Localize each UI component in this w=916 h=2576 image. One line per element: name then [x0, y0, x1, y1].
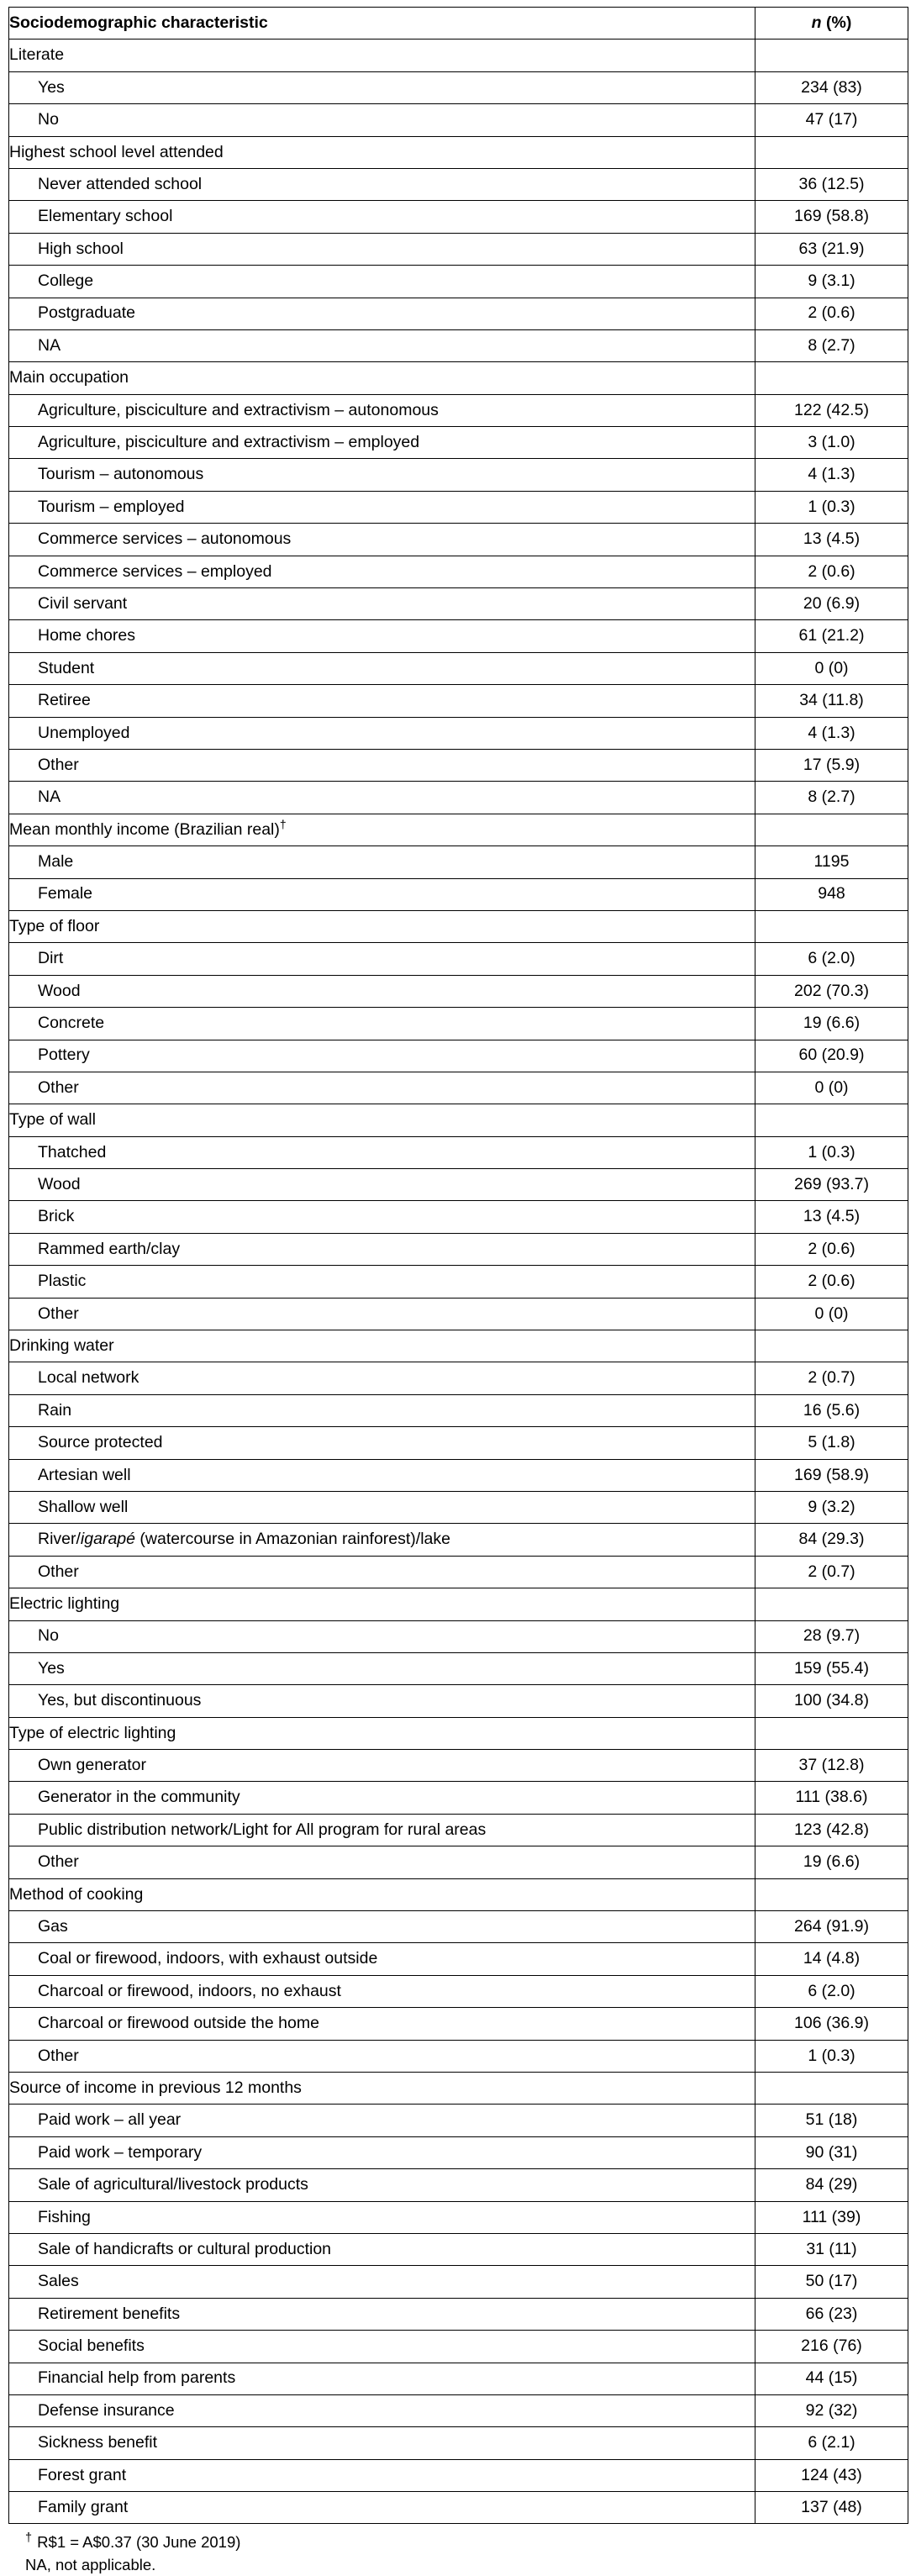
table-row	[9, 1427, 908, 1459]
row-item-label: Never attended school	[9, 168, 755, 200]
row-value	[755, 1588, 908, 1620]
row-value: 169 (58.9)	[755, 1459, 908, 1491]
row-value: 264 (91.9)	[755, 1911, 908, 1943]
row-item-label: Local network	[9, 1362, 755, 1394]
row-value: 3 (1.0)	[755, 427, 908, 459]
row-value: 31 (11)	[755, 2233, 908, 2265]
row-value: 2 (0.6)	[755, 298, 908, 329]
table-row	[9, 201, 908, 233]
row-group-label: Main occupation	[9, 362, 755, 394]
table-row	[9, 168, 908, 200]
row-value: 16 (5.6)	[755, 1394, 908, 1426]
row-item-label: Other	[9, 1846, 755, 1878]
row-value: 19 (6.6)	[755, 1846, 908, 1878]
table-row	[9, 2331, 908, 2363]
row-value: 92 (32)	[755, 2394, 908, 2426]
row-item-label: No	[9, 104, 755, 136]
table-row	[9, 71, 908, 103]
table-row	[9, 362, 908, 394]
column-header-n-symbol: n	[811, 13, 822, 32]
row-item-label: Agriculture, pisciculture and extractivism – autonomous	[9, 394, 755, 426]
table-row	[9, 588, 908, 620]
row-value: 5 (1.8)	[755, 1427, 908, 1459]
row-item-label: Gas	[9, 1911, 755, 1943]
row-value: 6 (2.0)	[755, 943, 908, 975]
row-group-label: Method of cooking	[9, 1878, 755, 1910]
row-value: 111 (38.6)	[755, 1782, 908, 1814]
row-item-label: Plastic	[9, 1266, 755, 1298]
row-item-label: Defense insurance	[9, 2394, 755, 2426]
table-row	[9, 1878, 908, 1910]
row-value: 13 (4.5)	[755, 524, 908, 556]
table-row	[9, 1717, 908, 1749]
row-value: 2 (0.7)	[755, 1362, 908, 1394]
row-item-label: Tourism – autonomous	[9, 459, 755, 491]
row-value: 137 (48)	[755, 2492, 908, 2524]
table-row	[9, 2169, 908, 2201]
row-value	[755, 1330, 908, 1362]
table-row	[9, 1652, 908, 1684]
table-row	[9, 1169, 908, 1201]
table-row	[9, 2105, 908, 2136]
row-value: 1 (0.3)	[755, 491, 908, 523]
row-group-label: Type of wall	[9, 1104, 755, 1136]
row-item-label: Brick	[9, 1201, 755, 1233]
footnote-marker: †	[25, 2531, 33, 2546]
table-row	[9, 975, 908, 1007]
row-item-label: Agriculture, pisciculture and extractivism – employed	[9, 427, 755, 459]
table-row	[9, 620, 908, 652]
table-row	[9, 685, 908, 717]
row-item-label: Forest grant	[9, 2459, 755, 2491]
row-item-label: Other	[9, 1556, 755, 1588]
row-value: 2 (0.6)	[755, 556, 908, 587]
row-value: 9 (3.2)	[755, 1491, 908, 1523]
row-item-label: Concrete	[9, 1008, 755, 1040]
row-item-label: Dirt	[9, 943, 755, 975]
table-row	[9, 1040, 908, 1072]
row-value: 0 (0)	[755, 652, 908, 684]
table-row	[9, 1491, 908, 1523]
row-group-label: Literate	[9, 40, 755, 71]
row-value	[755, 362, 908, 394]
table-row	[9, 1620, 908, 1652]
row-item-label: Source protected	[9, 1427, 755, 1459]
table-row	[9, 266, 908, 298]
table-row	[9, 943, 908, 975]
row-value: 50 (17)	[755, 2266, 908, 2298]
row-value: 6 (2.0)	[755, 1975, 908, 2007]
row-item-label: Artesian well	[9, 1459, 755, 1491]
row-value: 2 (0.6)	[755, 1233, 908, 1265]
row-item-label: Elementary school	[9, 201, 755, 233]
row-value: 269 (93.7)	[755, 1169, 908, 1201]
row-value: 1 (0.3)	[755, 2040, 908, 2072]
row-group-label: Type of floor	[9, 910, 755, 942]
row-item-label: Yes	[9, 1652, 755, 1684]
table-row	[9, 717, 908, 749]
row-item-label: Yes, but discontinuous	[9, 1685, 755, 1717]
table-row	[9, 2459, 908, 2491]
table-row	[9, 1685, 908, 1717]
table-row	[9, 1136, 908, 1168]
table-row	[9, 1394, 908, 1426]
row-item-label: Charcoal or firewood outside the home	[9, 2008, 755, 2040]
table-row	[9, 1782, 908, 1814]
row-value: 51 (18)	[755, 2105, 908, 2136]
column-header-percent-symbol: (%)	[821, 13, 852, 32]
row-value: 84 (29)	[755, 2169, 908, 2201]
row-value: 2 (0.6)	[755, 1266, 908, 1298]
row-value: 28 (9.7)	[755, 1620, 908, 1652]
row-item-label: NA	[9, 329, 755, 361]
row-item-label: Yes	[9, 71, 755, 103]
table-footnotes	[8, 2531, 908, 2576]
table-row	[9, 1104, 908, 1136]
row-value: 111 (39)	[755, 2201, 908, 2233]
table-row	[9, 1266, 908, 1298]
row-item-label: Commerce services – employed	[9, 556, 755, 587]
header-row	[9, 8, 908, 40]
footnote-line	[25, 2554, 908, 2576]
table-row	[9, 1201, 908, 1233]
row-value: 234 (83)	[755, 71, 908, 103]
row-group-label: Electric lighting	[9, 1588, 755, 1620]
table-row	[9, 1943, 908, 1975]
row-value: 100 (34.8)	[755, 1685, 908, 1717]
footnote-line	[25, 2531, 908, 2553]
table-row	[9, 104, 908, 136]
row-value: 13 (4.5)	[755, 1201, 908, 1233]
row-group-label: Type of electric lighting	[9, 1717, 755, 1749]
table-row	[9, 2363, 908, 2394]
row-item-label: Financial help from parents	[9, 2363, 755, 2394]
row-value	[755, 1717, 908, 1749]
row-value: 19 (6.6)	[755, 1008, 908, 1040]
row-value: 14 (4.8)	[755, 1943, 908, 1975]
row-item-label: Civil servant	[9, 588, 755, 620]
row-item-label	[9, 1524, 755, 1556]
row-value: 4 (1.3)	[755, 717, 908, 749]
row-group-label: Highest school level attended	[9, 136, 755, 168]
row-value: 84 (29.3)	[755, 1524, 908, 1556]
table-row	[9, 846, 908, 878]
row-item-label: Family grant	[9, 2492, 755, 2524]
table-row	[9, 524, 908, 556]
row-item-label: Retirement benefits	[9, 2298, 755, 2330]
table-row	[9, 910, 908, 942]
row-value: 63 (21.9)	[755, 233, 908, 265]
row-item-label: Coal or firewood, indoors, with exhaust outside	[9, 1943, 755, 1975]
table-header	[9, 8, 908, 40]
table-row	[9, 329, 908, 361]
table-row	[9, 427, 908, 459]
row-value: 124 (43)	[755, 2459, 908, 2491]
table-body	[9, 40, 908, 2524]
row-value: 122 (42.5)	[755, 394, 908, 426]
column-header-n-percent	[755, 8, 908, 40]
row-item-label: NA	[9, 782, 755, 814]
table-row	[9, 814, 908, 845]
table-row	[9, 2233, 908, 2265]
row-item-label: Public distribution network/Light for All program for rural areas	[9, 1814, 755, 1846]
row-value	[755, 1104, 908, 1136]
row-value	[755, 910, 908, 942]
table-row	[9, 1588, 908, 1620]
row-item-label: Own generator	[9, 1750, 755, 1782]
table-row	[9, 1814, 908, 1846]
row-item-label: Wood	[9, 975, 755, 1007]
row-value	[755, 2073, 908, 2105]
table-row	[9, 782, 908, 814]
table-row	[9, 40, 908, 71]
row-item-label: High school	[9, 233, 755, 265]
table-row	[9, 2136, 908, 2168]
table-row	[9, 2492, 908, 2524]
row-value: 1 (0.3)	[755, 1136, 908, 1168]
table-row	[9, 2040, 908, 2072]
row-item-label: Home chores	[9, 620, 755, 652]
row-value: 37 (12.8)	[755, 1750, 908, 1782]
row-item-label: Student	[9, 652, 755, 684]
table-row	[9, 1072, 908, 1104]
row-item-label: College	[9, 266, 755, 298]
row-value: 216 (76)	[755, 2331, 908, 2363]
row-item-label: Social benefits	[9, 2331, 755, 2363]
row-item-label: Postgraduate	[9, 298, 755, 329]
table-row	[9, 491, 908, 523]
table-row	[9, 1008, 908, 1040]
table-row	[9, 2266, 908, 2298]
column-header-characteristic: Sociodemographic characteristic	[9, 8, 755, 40]
row-value: 0 (0)	[755, 1072, 908, 1104]
table-row	[9, 652, 908, 684]
table-row	[9, 233, 908, 265]
row-item-label: Charcoal or firewood, indoors, no exhaust	[9, 1975, 755, 2007]
table-row	[9, 2298, 908, 2330]
row-value: 2 (0.7)	[755, 1556, 908, 1588]
row-item-label: Male	[9, 846, 755, 878]
row-value: 948	[755, 878, 908, 910]
row-value: 9 (3.1)	[755, 266, 908, 298]
table-row	[9, 1330, 908, 1362]
row-value	[755, 1878, 908, 1910]
row-group-label: Drinking water	[9, 1330, 755, 1362]
row-item-label: Rain	[9, 1394, 755, 1426]
row-item-label: Other	[9, 1298, 755, 1330]
row-value: 20 (6.9)	[755, 588, 908, 620]
row-item-label: Female	[9, 878, 755, 910]
table-row	[9, 136, 908, 168]
row-item-label: Tourism – employed	[9, 491, 755, 523]
row-value: 1195	[755, 846, 908, 878]
row-value: 8 (2.7)	[755, 329, 908, 361]
row-value: 66 (23)	[755, 2298, 908, 2330]
row-value: 47 (17)	[755, 104, 908, 136]
row-item-label: Sale of agricultural/livestock products	[9, 2169, 755, 2201]
row-item-label-pre: River/	[38, 1530, 81, 1549]
table-row	[9, 298, 908, 329]
row-value: 169 (58.8)	[755, 201, 908, 233]
row-item-label: Rammed earth/clay	[9, 1233, 755, 1265]
row-value: 61 (21.2)	[755, 620, 908, 652]
row-item-label: Shallow well	[9, 1491, 755, 1523]
row-item-label: Fishing	[9, 2201, 755, 2233]
row-value: 0 (0)	[755, 1298, 908, 1330]
row-item-label: Paid work – temporary	[9, 2136, 755, 2168]
row-item-label: Generator in the community	[9, 1782, 755, 1814]
row-value: 159 (55.4)	[755, 1652, 908, 1684]
row-value: 60 (20.9)	[755, 1040, 908, 1072]
table-row	[9, 2427, 908, 2459]
row-item-label-post: (watercourse in Amazonian rainforest)/lake	[134, 1530, 450, 1549]
table-row	[9, 1975, 908, 2007]
table-row	[9, 2008, 908, 2040]
row-value: 34 (11.8)	[755, 685, 908, 717]
table-row	[9, 1362, 908, 1394]
row-item-label: Paid work – all year	[9, 2105, 755, 2136]
table-row	[9, 1750, 908, 1782]
table-row	[9, 2394, 908, 2426]
row-item-label: Sale of handicrafts or cultural production	[9, 2233, 755, 2265]
table-row	[9, 1911, 908, 1943]
table-row	[9, 459, 908, 491]
row-item-label: Pottery	[9, 1040, 755, 1072]
row-item-label: No	[9, 1620, 755, 1652]
row-value: 6 (2.1)	[755, 2427, 908, 2459]
row-value: 36 (12.5)	[755, 168, 908, 200]
row-value	[755, 136, 908, 168]
row-value: 44 (15)	[755, 2363, 908, 2394]
row-item-label-italic-term: igarapé	[80, 1530, 135, 1549]
sociodemographic-table	[8, 7, 908, 2524]
footnote-text: R$1 = A$0.37 (30 June 2019)	[37, 2533, 241, 2552]
row-item-label: Sickness benefit	[9, 2427, 755, 2459]
table-row	[9, 2073, 908, 2105]
row-value: 4 (1.3)	[755, 459, 908, 491]
row-item-label: Thatched	[9, 1136, 755, 1168]
row-value: 90 (31)	[755, 2136, 908, 2168]
row-item-label: Other	[9, 749, 755, 781]
row-item-label: Other	[9, 1072, 755, 1104]
row-item-label: Commerce services – autonomous	[9, 524, 755, 556]
row-value: 17 (5.9)	[755, 749, 908, 781]
table-row	[9, 394, 908, 426]
table-row	[9, 556, 908, 587]
table-row	[9, 1298, 908, 1330]
table-row	[9, 1524, 908, 1556]
row-item-label: Sales	[9, 2266, 755, 2298]
table-row	[9, 1233, 908, 1265]
table-row	[9, 1556, 908, 1588]
row-group-label: Source of income in previous 12 months	[9, 2073, 755, 2105]
table-row	[9, 1459, 908, 1491]
row-value	[755, 814, 908, 845]
row-value: 106 (36.9)	[755, 2008, 908, 2040]
table-row	[9, 1846, 908, 1878]
row-value: 8 (2.7)	[755, 782, 908, 814]
row-value	[755, 40, 908, 71]
row-item-label: Wood	[9, 1169, 755, 1201]
row-item-label: Other	[9, 2040, 755, 2072]
row-value: 202 (70.3)	[755, 975, 908, 1007]
row-value: 123 (42.8)	[755, 1814, 908, 1846]
table-row	[9, 2201, 908, 2233]
row-group-label: Mean monthly income (Brazilian real)†	[9, 814, 755, 845]
row-item-label: Unemployed	[9, 717, 755, 749]
row-item-label: Retiree	[9, 685, 755, 717]
footnote-text: NA, not applicable.	[25, 2555, 156, 2573]
table-row	[9, 749, 908, 781]
table-row	[9, 878, 908, 910]
dagger-footnote-marker: †	[279, 817, 287, 831]
